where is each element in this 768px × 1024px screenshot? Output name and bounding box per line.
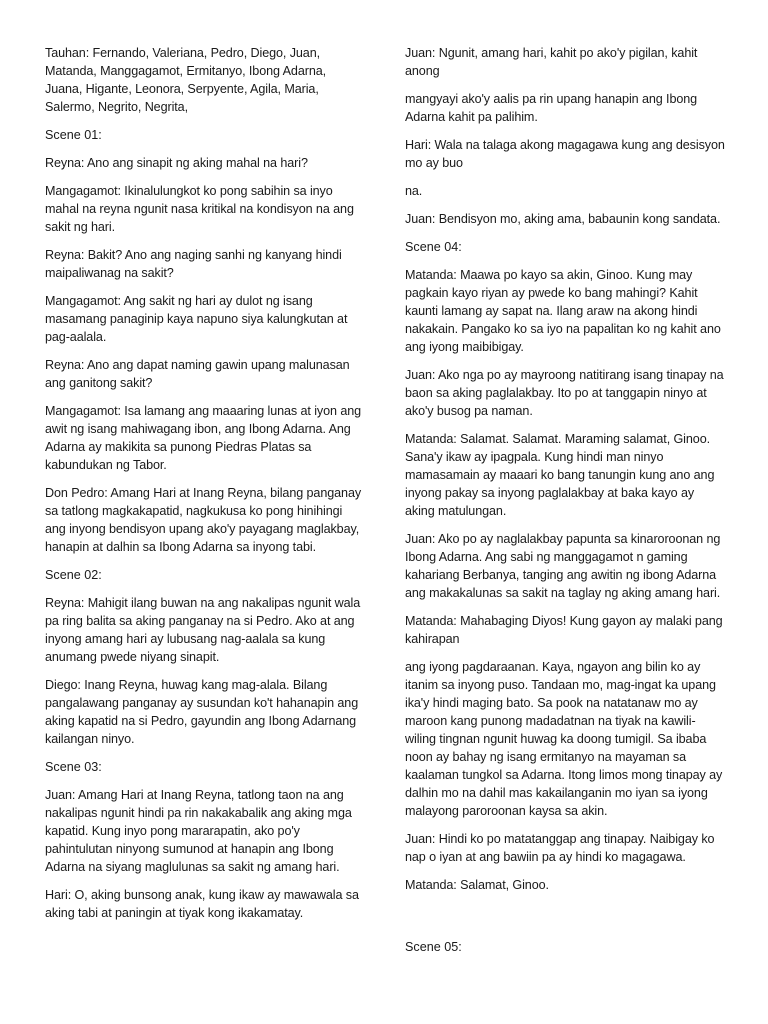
dialogue-line: Mangagamot: Ikinalulungkot ko pong sabihin sa inyo mahal na reyna ngunit nasa kritikal na kondisyon na ang sakit ng hari. xyxy=(45,184,354,234)
spacer xyxy=(405,904,725,938)
dialogue-line: Juan: Ako po ay naglalakbay papunta sa kinaroroonan ng Ibong Adarna. Ang sabi ng manggagamot n gaming kahariang Berbanya, tanging ang awitin ng ibong Adarna ang makakalunas sa sakit na taglay ng aking amang hari. xyxy=(405,532,721,600)
dialogue-line: Don Pedro: Amang Hari at Inang Reyna, bilang panganay sa tatlong magkakapatid, nagkukusa ko pong hinihingi ang inyong bendisyon upang ako'y payagang maglakbay, hanapin at dalhin sa Ibong Adarna sa inyong tabi. xyxy=(45,486,362,554)
dialogue-line: Matanda: Salamat, Ginoo. xyxy=(405,878,549,892)
dialogue-line: Mangagamot: Isa lamang ang maaaring lunas at iyon ang awit ng isang mahiwagang ibon, ang Ibong Adarna. Ang Adarna ay makikita sa punong Piedras Platas sa kabundukan ng Tabor. xyxy=(45,404,362,472)
dialogue-line: Juan: Hindi ko po matatanggap ang tinapay. Naibigay ko nap o iyan at ang bawiin pa ay hindi ko magagawa. xyxy=(405,832,715,864)
dialogue-line: Hari: Wala na talaga akong magagawa kung ang desisyon mo ay buo xyxy=(405,138,725,170)
dialogue-line: Reyna: Mahigit ilang buwan na ang nakalipas ngunit wala pa ring balita sa aking panganay na si Pedro. Ako at ang inyong amang hari ay lubusang nag-aalala sa kung anumang pwede niyang sinapit. xyxy=(45,596,361,664)
dialogue-line: mangyayi ako'y aalis pa rin upang hanapin ang Ibong Adarna kahit pa palihim. xyxy=(405,92,698,124)
scene-heading: Scene 05: xyxy=(405,940,462,954)
dialogue-line: Matanda: Salamat. Salamat. Maraming salamat, Ginoo. Sana'y ikaw ay ipagpala. Kung hindi man ninyo mamasamain ay maaari ko bang tanungin kung ano ang inyong pakay sa inyong paglalakbay at baka kayo ay aking matulungan. xyxy=(405,432,715,518)
dialogue-line: Juan: Ako nga po ay mayroong natitirang isang tinapay na baon sa aking paglalakbay. Ito po at tanggapin ninyo at ako'y busog pa naman. xyxy=(405,368,724,418)
dialogue-line: na. xyxy=(405,184,423,198)
dialogue-line: ang iyong pagdaraanan. Kaya, ngayon ang bilin ko ay itanim sa inyong puso. Tandaan mo, mag-ingat ka upang ika'y hindi maging bato. Sa pook na natatanaw mo ay maroon kang punong madadatnan na tiyak na kawili-wiling tingnan ngunit huwag ka doong tumigil. Sa ibaba noon ay bahay ng isang ermitanyo na mayaman sa kaalaman tungkol sa Adarna. Itong limos mong tinapay ay dalhin mo na dahil mas kakailanganin mo iyan sa iyong malayong paroroonan kaysa sa akin. xyxy=(405,660,723,818)
dialogue-line: Juan: Bendisyon mo, aking ama, babaunin kong sandata. xyxy=(405,212,721,226)
scene-heading: Scene 02: xyxy=(45,568,102,582)
scene-heading: Scene 03: xyxy=(45,760,102,774)
dialogue-line: Juan: Ngunit, amang hari, kahit po ako'y pigilan, kahit anong xyxy=(405,46,698,78)
dialogue-line: Juan: Amang Hari at Inang Reyna, tatlong taon na ang nakalipas ngunit hindi pa rin nakakabalik ang aking mga kapatid. Kung inyo pong mararapatin, ako po'y pahintulutan ninyong sumunod at hanapin ang Ibong Adarna na siyang maglulunas sa sakit ng amang hari. xyxy=(45,788,352,874)
left-column xyxy=(45,44,365,932)
dialogue-line: Reyna: Ano ang dapat naming gawin upang malunasan ang ganitong sakit? xyxy=(45,358,350,390)
scene-heading: Scene 04: xyxy=(405,240,462,254)
dialogue-line: Mangagamot: Ang sakit ng hari ay dulot ng isang masamang panaginip kaya napuno siya kalungkutan at pag-aalala. xyxy=(45,294,348,344)
dialogue-line: Diego: Inang Reyna, huwag kang mag-alala. Bilang pangalawang panganay ay susundan ko't hahanapin ang aking kapatid na si Pedro, gayundin ang Ibong Adarnang kailangan ninyo. xyxy=(45,678,359,746)
cast-list: Tauhan: Fernando, Valeriana, Pedro, Diego, Juan, Matanda, Manggagamot, Ermitanyo, Ibong Adarna, Juana, Higante, Leonora, Serpyente, Agila, Maria, Salermo, Negrito, Negrita, xyxy=(45,46,327,114)
dialogue-line: Reyna: Bakit? Ano ang naging sanhi ng kanyang hindi maipaliwanag na sakit? xyxy=(45,248,342,280)
right-column xyxy=(405,44,725,966)
dialogue-line: Matanda: Maawa po kayo sa akin, Ginoo. Kung may pagkain kayo riyan ay pwede ko bang mahingi? Kahit kaunti lamang ay sapat na. Ilang araw na akong hindi nakakain. Pangako ko sa iyo na papalitan ko ng kahit ano ang iyong maibibigay. xyxy=(405,268,721,354)
dialogue-line: Reyna: Ano ang sinapit ng aking mahal na hari? xyxy=(45,156,308,170)
dialogue-line: Hari: O, aking bunsong anak, kung ikaw ay mawawala sa aking tabi at paningin at tiyak kong ikakamatay. xyxy=(45,888,359,920)
dialogue-line: Matanda: Mahabaging Diyos! Kung gayon ay malaki pang kahirapan xyxy=(405,614,723,646)
scene-heading: Scene 01: xyxy=(45,128,102,142)
